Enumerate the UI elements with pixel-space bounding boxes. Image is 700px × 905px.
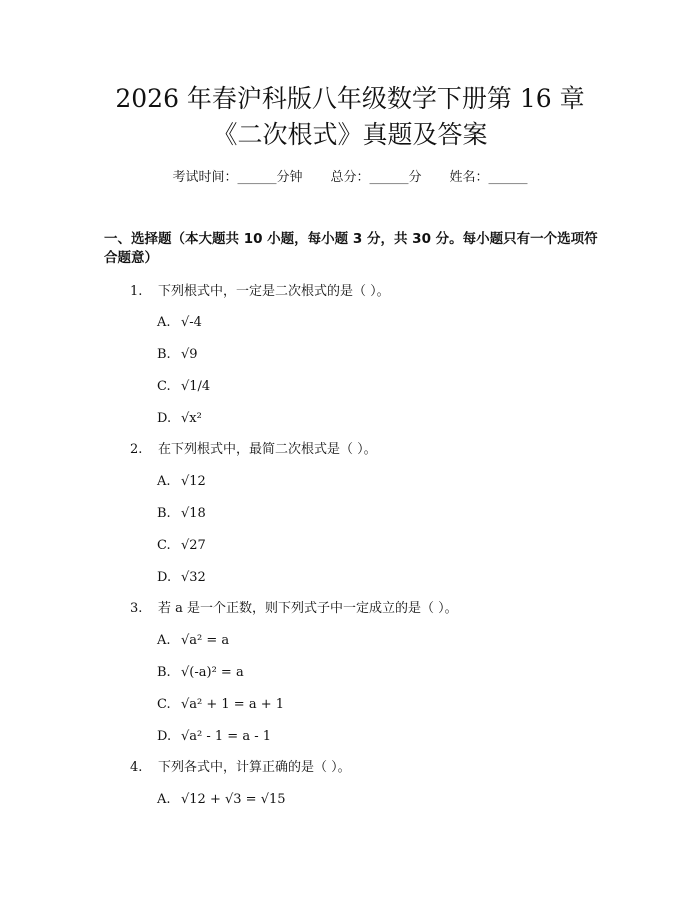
question-3 [130,600,458,618]
option-3d [157,728,271,746]
question-text: 若 a 是一个正数，则下列式子中一定成立的是（ ）。 [158,601,458,616]
question-text: 下列各式中，计算正确的是（ ）。 [158,760,351,775]
question-2 [130,441,377,459]
exam-score: 总分：______分 [330,170,422,185]
option-text: √x² [181,411,202,426]
option-text: √12 [181,474,206,489]
option-letter: A. [157,474,171,489]
option-letter: D. [157,411,172,426]
option-1c [157,378,210,396]
option-text: √9 [181,347,198,362]
question-number: 4. [130,760,143,775]
option-letter: A. [157,633,171,648]
exam-name: 姓名：______ [449,170,528,185]
question-number: 1. [130,284,143,299]
option-text: √12 + √3 = √15 [181,792,286,807]
option-letter: C. [157,697,171,712]
option-3c [157,696,284,714]
option-letter: B. [157,347,171,362]
question-text: 在下列根式中，最简二次根式是（ ）。 [158,442,377,457]
option-4a [157,791,286,809]
option-3a [157,632,229,650]
question-1 [130,283,390,301]
option-text: √-4 [181,315,202,330]
option-letter: C. [157,538,171,553]
question-4 [130,759,351,777]
document-title-line1: 2026 年春沪科版八年级数学下册第 16 章 [115,84,585,113]
option-1d [157,410,202,428]
option-text: √27 [181,538,206,553]
option-text: √18 [181,506,206,521]
option-2c [157,537,206,555]
option-1a [157,314,202,332]
section-heading: 一、选择题（本大题共 10 小题，每小题 3 分，共 30 分。每小题只有一个选项符合题意） [104,231,598,266]
option-text: √1/4 [181,379,211,394]
option-letter: C. [157,379,171,394]
question-text: 下列根式中，一定是二次根式的是（ ）。 [158,284,390,299]
option-text: √(-a)² = a [181,665,244,680]
option-1b [157,346,198,364]
question-number: 3. [130,601,143,616]
option-letter: D. [157,570,172,585]
option-text: √a² + 1 = a + 1 [181,697,285,712]
option-2a [157,473,206,491]
exam-time: 考试时间：______分钟 [172,170,303,185]
option-letter: A. [157,315,171,330]
document-title-line2: 《二次根式》真题及答案 [212,120,488,149]
exam-info [0,168,700,188]
option-2b [157,505,206,523]
option-text: √a² - 1 = a - 1 [181,729,272,744]
option-text: √a² = a [181,633,230,648]
option-letter: A. [157,792,171,807]
option-letter: B. [157,665,171,680]
option-2d [157,569,206,587]
option-letter: B. [157,506,171,521]
question-number: 2. [130,442,143,457]
option-3b [157,664,244,682]
option-text: √32 [181,570,206,585]
option-letter: D. [157,729,172,744]
